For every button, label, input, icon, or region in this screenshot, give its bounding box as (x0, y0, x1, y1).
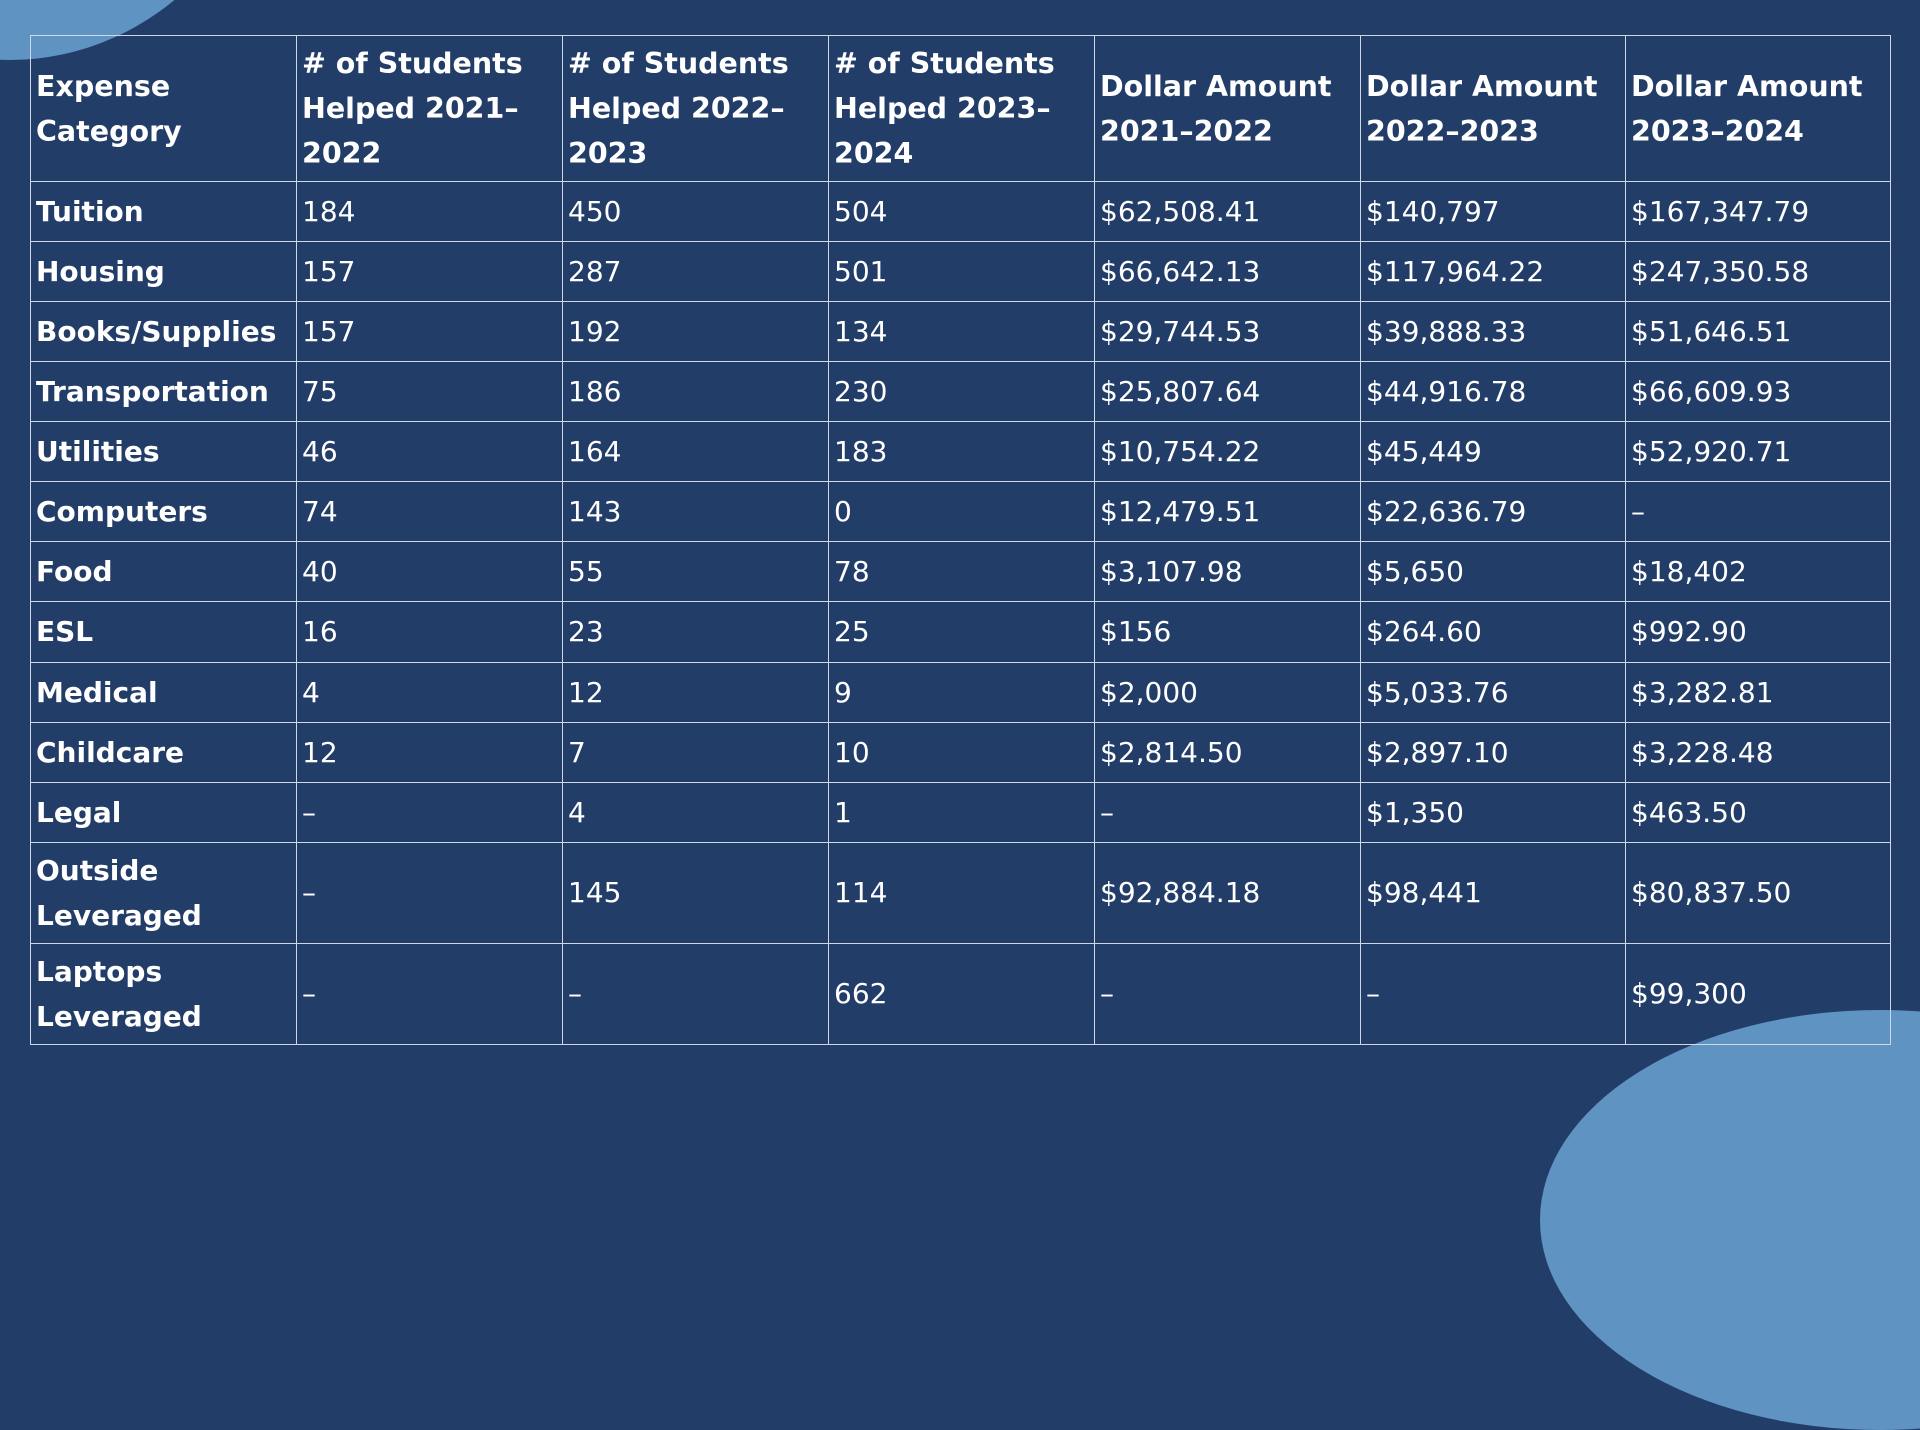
cell-dollars-2023-2024: $80,837.50 (1626, 842, 1891, 943)
cell-dollars-2023-2024: $992.90 (1626, 602, 1891, 662)
table-header-row (31, 36, 1891, 182)
cell-students-2021-2022: 46 (297, 422, 563, 482)
table-row (31, 782, 1891, 842)
cell-students-2021-2022: 184 (297, 182, 563, 242)
cell-students-2023-2024: 9 (829, 662, 1095, 722)
cell-students-2022-2023: 186 (563, 362, 829, 422)
table-row (31, 482, 1891, 542)
cell-dollars-2021-2022: $92,884.18 (1095, 842, 1361, 943)
cell-category: Utilities (31, 422, 297, 482)
cell-dollars-2021-2022: $25,807.64 (1095, 362, 1361, 422)
cell-dollars-2022-2023: $117,964.22 (1361, 242, 1626, 302)
header-expense-category: Expense Category (31, 36, 297, 182)
cell-students-2023-2024: 134 (829, 302, 1095, 362)
cell-category: Food (31, 542, 297, 602)
cell-students-2021-2022: 40 (297, 542, 563, 602)
cell-dollars-2023-2024: $18,402 (1626, 542, 1891, 602)
cell-students-2023-2024: 25 (829, 602, 1095, 662)
cell-category: Transportation (31, 362, 297, 422)
cell-category: Books/Supplies (31, 302, 297, 362)
cell-students-2021-2022: 4 (297, 662, 563, 722)
header-dollars-2021-2022: Dollar Amount 2021–2022 (1095, 36, 1361, 182)
cell-dollars-2022-2023: $2,897.10 (1361, 722, 1626, 782)
cell-dollars-2021-2022: $156 (1095, 602, 1361, 662)
cell-students-2021-2022: – (297, 782, 563, 842)
cell-dollars-2021-2022: $2,814.50 (1095, 722, 1361, 782)
cell-students-2022-2023: 7 (563, 722, 829, 782)
cell-category: ESL (31, 602, 297, 662)
cell-dollars-2022-2023: $45,449 (1361, 422, 1626, 482)
cell-students-2021-2022: 16 (297, 602, 563, 662)
header-students-2023-2024: # of Students Helped 2023–2024 (829, 36, 1095, 182)
cell-dollars-2022-2023: $5,033.76 (1361, 662, 1626, 722)
cell-students-2022-2023: 55 (563, 542, 829, 602)
cell-students-2023-2024: 78 (829, 542, 1095, 602)
cell-dollars-2021-2022: $12,479.51 (1095, 482, 1361, 542)
cell-students-2021-2022: 157 (297, 242, 563, 302)
expense-table (30, 35, 1891, 1045)
cell-students-2022-2023: 12 (563, 662, 829, 722)
table-row (31, 662, 1891, 722)
cell-dollars-2021-2022: $66,642.13 (1095, 242, 1361, 302)
cell-students-2022-2023: – (563, 943, 829, 1044)
cell-students-2022-2023: 143 (563, 482, 829, 542)
cell-dollars-2022-2023: $98,441 (1361, 842, 1626, 943)
cell-dollars-2022-2023: $1,350 (1361, 782, 1626, 842)
cell-dollars-2021-2022: $3,107.98 (1095, 542, 1361, 602)
cell-dollars-2022-2023: $5,650 (1361, 542, 1626, 602)
table-row (31, 362, 1891, 422)
cell-students-2022-2023: 164 (563, 422, 829, 482)
cell-students-2023-2024: 662 (829, 943, 1095, 1044)
cell-dollars-2023-2024: $247,350.58 (1626, 242, 1891, 302)
cell-category: Medical (31, 662, 297, 722)
cell-students-2023-2024: 10 (829, 722, 1095, 782)
cell-dollars-2022-2023: $39,888.33 (1361, 302, 1626, 362)
cell-dollars-2021-2022: – (1095, 782, 1361, 842)
cell-dollars-2022-2023: – (1361, 943, 1626, 1044)
cell-dollars-2023-2024: $99,300 (1626, 943, 1891, 1044)
cell-category: Laptops Leveraged (31, 943, 297, 1044)
cell-dollars-2023-2024: $3,228.48 (1626, 722, 1891, 782)
cell-dollars-2021-2022: $62,508.41 (1095, 182, 1361, 242)
cell-students-2022-2023: 4 (563, 782, 829, 842)
cell-dollars-2022-2023: $264.60 (1361, 602, 1626, 662)
table-row (31, 842, 1891, 943)
cell-category: Computers (31, 482, 297, 542)
table-row (31, 722, 1891, 782)
cell-category: Tuition (31, 182, 297, 242)
cell-dollars-2021-2022: $2,000 (1095, 662, 1361, 722)
cell-students-2021-2022: 12 (297, 722, 563, 782)
cell-students-2023-2024: 1 (829, 782, 1095, 842)
cell-dollars-2022-2023: $140,797 (1361, 182, 1626, 242)
cell-students-2023-2024: 230 (829, 362, 1095, 422)
expense-table-container (30, 35, 1890, 1045)
cell-students-2023-2024: 114 (829, 842, 1095, 943)
table-row (31, 302, 1891, 362)
cell-category: Childcare (31, 722, 297, 782)
cell-students-2021-2022: – (297, 943, 563, 1044)
cell-students-2021-2022: 74 (297, 482, 563, 542)
cell-students-2022-2023: 287 (563, 242, 829, 302)
cell-students-2023-2024: 0 (829, 482, 1095, 542)
table-row (31, 242, 1891, 302)
cell-category: Housing (31, 242, 297, 302)
header-students-2022-2023: # of Students Helped 2022–2023 (563, 36, 829, 182)
cell-dollars-2022-2023: $44,916.78 (1361, 362, 1626, 422)
cell-dollars-2021-2022: $10,754.22 (1095, 422, 1361, 482)
cell-students-2022-2023: 192 (563, 302, 829, 362)
header-dollars-2022-2023: Dollar Amount 2022–2023 (1361, 36, 1626, 182)
cell-students-2021-2022: 157 (297, 302, 563, 362)
cell-students-2023-2024: 183 (829, 422, 1095, 482)
cell-dollars-2023-2024: $52,920.71 (1626, 422, 1891, 482)
cell-dollars-2023-2024: $3,282.81 (1626, 662, 1891, 722)
header-students-2021-2022: # of Students Helped 2021–2022 (297, 36, 563, 182)
cell-students-2023-2024: 501 (829, 242, 1095, 302)
cell-dollars-2023-2024: $167,347.79 (1626, 182, 1891, 242)
cell-students-2022-2023: 450 (563, 182, 829, 242)
cell-dollars-2023-2024: $51,646.51 (1626, 302, 1891, 362)
table-row (31, 422, 1891, 482)
cell-dollars-2023-2024: $463.50 (1626, 782, 1891, 842)
cell-students-2022-2023: 145 (563, 842, 829, 943)
cell-students-2021-2022: 75 (297, 362, 563, 422)
cell-students-2022-2023: 23 (563, 602, 829, 662)
cell-students-2021-2022: – (297, 842, 563, 943)
cell-category: Outside Leveraged (31, 842, 297, 943)
header-dollars-2023-2024: Dollar Amount 2023–2024 (1626, 36, 1891, 182)
cell-students-2023-2024: 504 (829, 182, 1095, 242)
table-row (31, 542, 1891, 602)
cell-dollars-2021-2022: $29,744.53 (1095, 302, 1361, 362)
cell-dollars-2023-2024: – (1626, 482, 1891, 542)
cell-category: Legal (31, 782, 297, 842)
decorative-blob-bottom (1540, 1010, 1920, 1430)
table-row (31, 602, 1891, 662)
table-body (31, 182, 1891, 1045)
cell-dollars-2022-2023: $22,636.79 (1361, 482, 1626, 542)
cell-dollars-2023-2024: $66,609.93 (1626, 362, 1891, 422)
table-row (31, 943, 1891, 1044)
table-row (31, 182, 1891, 242)
cell-dollars-2021-2022: – (1095, 943, 1361, 1044)
